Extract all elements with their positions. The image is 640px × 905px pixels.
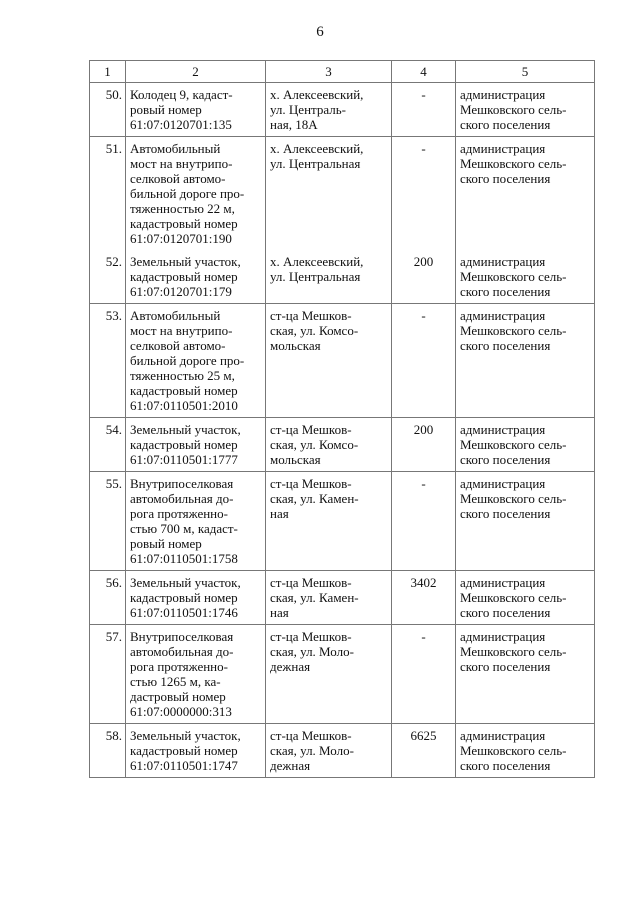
object-address-line: ст-ца Мешков-	[270, 308, 352, 323]
object-address-line: ская, ул. Моло-	[270, 743, 354, 758]
object-description-line: стью 700 м, кадаст-	[130, 521, 238, 536]
object-owner-line: администрация	[460, 629, 546, 644]
object-owner-line: ского поселения	[460, 117, 551, 132]
table-row	[90, 250, 595, 304]
object-owner-line: Мешковского сель-	[460, 269, 567, 284]
object-address	[266, 571, 392, 625]
object-owner-line: администрация	[460, 141, 546, 156]
object-owner-line: ского поселения	[460, 758, 551, 773]
table-row	[90, 137, 595, 251]
object-owner-line: администрация	[460, 476, 546, 491]
object-description	[126, 137, 266, 251]
row-number: 53.	[90, 304, 126, 418]
object-description	[126, 250, 266, 304]
object-address-line: ная	[270, 506, 289, 521]
object-owner-line: администрация	[460, 575, 546, 590]
object-owner-line: администрация	[460, 728, 546, 743]
object-owner-line: ского поселения	[460, 284, 551, 299]
object-address-line: ская, ул. Комсо-	[270, 437, 359, 452]
object-address-line: ул. Центральная	[270, 156, 361, 171]
object-owner-line: Мешковского сель-	[460, 743, 567, 758]
object-description-line: автомобильная до-	[130, 644, 234, 659]
object-description-line: 61:07:0110501:1758	[130, 551, 238, 566]
object-description-line: дастровый номер	[130, 689, 226, 704]
object-description-line: 61:07:0110501:1746	[130, 605, 238, 620]
object-address-line: ст-ца Мешков-	[270, 629, 352, 644]
header-col-4: 4	[392, 61, 456, 83]
object-description-line: ровый номер	[130, 102, 202, 117]
object-owner	[456, 472, 595, 571]
object-area: 200	[392, 250, 456, 304]
object-description-line: Внутрипоселковая	[130, 629, 234, 644]
object-description-line: Земельный участок,	[130, 422, 241, 437]
object-area: 200	[392, 418, 456, 472]
object-address-line: ст-ца Мешков-	[270, 476, 352, 491]
object-description-line: 61:07:0110501:2010	[130, 398, 238, 413]
object-area: -	[392, 625, 456, 724]
object-description-line: рога протяженно-	[130, 659, 228, 674]
object-owner	[456, 625, 595, 724]
object-description-line: 61:07:0110501:1777	[130, 452, 238, 467]
header-col-1: 1	[90, 61, 126, 83]
object-address-line: дежная	[270, 659, 311, 674]
object-owner-line: Мешковского сель-	[460, 156, 567, 171]
object-description-line: 61:07:0120701:190	[130, 231, 232, 246]
row-number: 55.	[90, 472, 126, 571]
object-address-line: дежная	[270, 758, 311, 773]
object-address-line: ская, ул. Комсо-	[270, 323, 359, 338]
page-number: 6	[316, 24, 324, 40]
object-description-line: тяженностью 22 м,	[130, 201, 235, 216]
object-description	[126, 418, 266, 472]
object-address	[266, 250, 392, 304]
property-table	[89, 60, 595, 778]
header-col-2: 2	[126, 61, 266, 83]
object-owner-line: администрация	[460, 254, 546, 269]
object-owner	[456, 304, 595, 418]
object-area: -	[392, 304, 456, 418]
row-number: 58.	[90, 724, 126, 778]
object-description-line: бильной дороге про-	[130, 186, 245, 201]
object-description-line: бильной дороге про-	[130, 353, 245, 368]
object-area: 6625	[392, 724, 456, 778]
object-description-line: стью 1265 м, ка-	[130, 674, 221, 689]
object-description-line: Автомобильный	[130, 308, 221, 323]
table-row	[90, 304, 595, 418]
object-address-line: ул. Центральная	[270, 269, 361, 284]
row-number: 50.	[90, 83, 126, 137]
object-description-line: Земельный участок,	[130, 254, 241, 269]
object-address	[266, 472, 392, 571]
object-description-line: мост на внутрипо-	[130, 323, 233, 338]
object-description	[126, 304, 266, 418]
object-address-line: ст-ца Мешков-	[270, 422, 352, 437]
object-description-line: 61:07:0120701:135	[130, 117, 232, 132]
object-owner-line: Мешковского сель-	[460, 590, 567, 605]
object-owner	[456, 250, 595, 304]
object-address-line: х. Алексеевский,	[270, 254, 364, 269]
object-owner-line: администрация	[460, 422, 546, 437]
object-address-line: ст-ца Мешков-	[270, 575, 352, 590]
object-description-line: кадастровый номер	[130, 216, 238, 231]
object-description-line: мост на внутрипо-	[130, 156, 233, 171]
object-description-line: Внутрипоселковая	[130, 476, 234, 491]
object-owner-line: Мешковского сель-	[460, 644, 567, 659]
object-owner-line: администрация	[460, 87, 546, 102]
object-address-line: ская, ул. Моло-	[270, 644, 354, 659]
object-owner	[456, 571, 595, 625]
object-address-line: ская, ул. Камен-	[270, 491, 359, 506]
object-address-line: ст-ца Мешков-	[270, 728, 352, 743]
object-description-line: селковой автомо-	[130, 338, 226, 353]
object-owner	[456, 83, 595, 137]
object-owner	[456, 724, 595, 778]
table-body	[90, 83, 595, 778]
object-description-line: кадастровый номер	[130, 383, 238, 398]
object-owner-line: администрация	[460, 308, 546, 323]
object-area: -	[392, 83, 456, 137]
object-address-line: ная, 18А	[270, 117, 318, 132]
object-description-line: 61:07:0110501:1747	[130, 758, 238, 773]
object-area: -	[392, 472, 456, 571]
object-address	[266, 304, 392, 418]
object-owner-line: Мешковского сель-	[460, 491, 567, 506]
object-area: -	[392, 137, 456, 251]
object-description-line: 61:07:0000000:313	[130, 704, 232, 719]
table-row	[90, 472, 595, 571]
table-row	[90, 625, 595, 724]
object-owner-line: Мешковского сель-	[460, 102, 567, 117]
header-col-3: 3	[266, 61, 392, 83]
object-description	[126, 625, 266, 724]
object-owner-line: ского поселения	[460, 452, 551, 467]
object-address	[266, 83, 392, 137]
row-number: 51.	[90, 137, 126, 251]
header-col-5: 5	[456, 61, 595, 83]
object-owner-line: ского поселения	[460, 506, 551, 521]
object-description-line: ровый номер	[130, 536, 202, 551]
object-area: 3402	[392, 571, 456, 625]
object-owner-line: ского поселения	[460, 605, 551, 620]
object-owner-line: Мешковского сель-	[460, 437, 567, 452]
object-description-line: 61:07:0120701:179	[130, 284, 232, 299]
object-description-line: Автомобильный	[130, 141, 221, 156]
row-number: 56.	[90, 571, 126, 625]
object-address-line: ная	[270, 605, 289, 620]
object-address-line: х. Алексеевский,	[270, 87, 364, 102]
object-address-line: ул. Централь-	[270, 102, 347, 117]
object-description-line: Земельный участок,	[130, 728, 241, 743]
object-description-line: кадастровый номер	[130, 437, 238, 452]
row-number: 52.	[90, 250, 126, 304]
row-number: 57.	[90, 625, 126, 724]
object-owner-line: ского поселения	[460, 659, 551, 674]
object-address	[266, 724, 392, 778]
object-description-line: кадастровый номер	[130, 590, 238, 605]
object-description	[126, 83, 266, 137]
object-owner-line: ского поселения	[460, 171, 551, 186]
object-description-line: кадастровый номер	[130, 743, 238, 758]
table-row	[90, 83, 595, 137]
object-description-line: тяженностью 25 м,	[130, 368, 235, 383]
object-description	[126, 724, 266, 778]
object-address-line: х. Алексеевский,	[270, 141, 364, 156]
object-description-line: Земельный участок,	[130, 575, 241, 590]
object-address	[266, 137, 392, 251]
object-address-line: мольская	[270, 338, 321, 353]
object-description-line: рога протяженно-	[130, 506, 228, 521]
object-description	[126, 571, 266, 625]
object-description-line: селковой автомо-	[130, 171, 226, 186]
header-row	[90, 61, 595, 83]
object-description-line: Колодец 9, кадаст-	[130, 87, 233, 102]
object-owner-line: ского поселения	[460, 338, 551, 353]
object-description-line: кадастровый номер	[130, 269, 238, 284]
object-owner-line: Мешковского сель-	[460, 323, 567, 338]
object-address-line: мольская	[270, 452, 321, 467]
object-description-line: автомобильная до-	[130, 491, 234, 506]
object-owner	[456, 137, 595, 251]
object-address	[266, 418, 392, 472]
table-row	[90, 418, 595, 472]
object-address-line: ская, ул. Камен-	[270, 590, 359, 605]
object-description	[126, 472, 266, 571]
object-address	[266, 625, 392, 724]
object-owner	[456, 418, 595, 472]
table-row	[90, 571, 595, 625]
table-row	[90, 724, 595, 778]
row-number: 54.	[90, 418, 126, 472]
